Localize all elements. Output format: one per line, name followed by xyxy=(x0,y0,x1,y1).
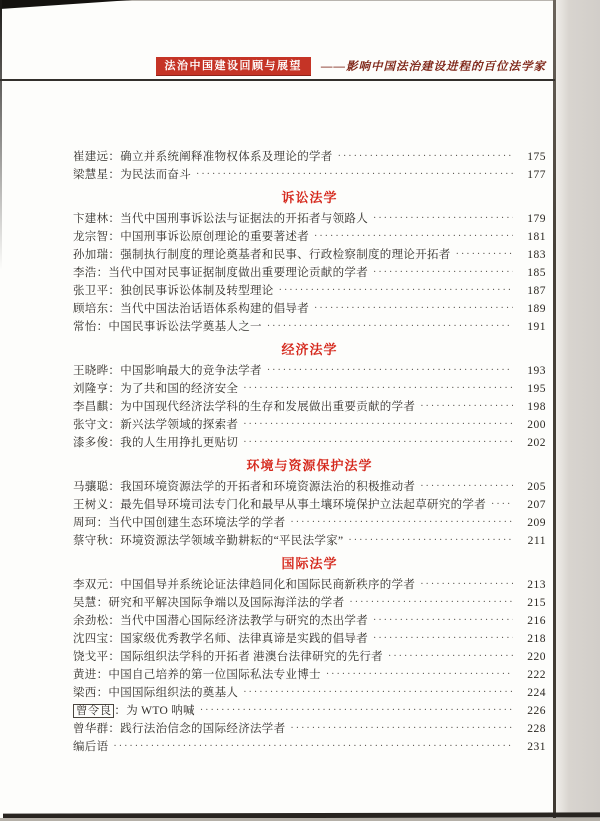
leader-dots xyxy=(290,513,513,532)
entry-title: 刘隆亨：为了共和国的经济安全 xyxy=(73,383,239,395)
leader-dots xyxy=(243,415,513,434)
entry-page: 195 xyxy=(527,383,546,395)
entry-page: 222 xyxy=(527,669,546,681)
toc-entry xyxy=(73,630,546,648)
toc-entry xyxy=(73,148,546,166)
toc-entry xyxy=(73,612,546,630)
leader-dots xyxy=(113,737,513,756)
toc-entry xyxy=(73,684,546,702)
boxed-name: 曾令良 xyxy=(73,704,114,718)
leader-dots xyxy=(338,147,513,166)
toc-entry xyxy=(73,496,546,514)
entry-page: 175 xyxy=(527,151,546,163)
entry-page: 207 xyxy=(527,499,546,511)
toc-entry xyxy=(73,738,546,756)
leader-dots xyxy=(420,477,513,496)
toc-entry xyxy=(73,416,546,434)
page-edge-right xyxy=(553,0,556,821)
leader-dots xyxy=(243,683,513,702)
leader-dots xyxy=(196,165,513,184)
entry-title: 张守文：新兴法学领域的探索者 xyxy=(73,419,239,431)
entry-page: 213 xyxy=(527,579,546,591)
entry-page: 211 xyxy=(527,535,546,547)
toc-entry xyxy=(73,478,546,496)
book-title-badge: 法治中国建设回顾与展望 xyxy=(156,57,312,75)
toc-entry xyxy=(73,648,546,666)
toc-entry xyxy=(73,532,546,550)
leader-dots xyxy=(420,575,513,594)
entry-page: 226 xyxy=(527,705,546,717)
scan-margin-right xyxy=(556,0,600,821)
toc-entry xyxy=(73,264,546,282)
toc-entry xyxy=(73,362,546,380)
entry-page: 215 xyxy=(527,597,546,609)
leader-dots xyxy=(243,379,513,398)
toc-entry xyxy=(73,300,546,318)
entry-page: 191 xyxy=(527,321,546,333)
leader-dots xyxy=(491,495,513,514)
entry-page: 187 xyxy=(527,285,546,297)
toc-entry xyxy=(73,720,546,738)
entry-page: 231 xyxy=(527,741,546,753)
leader-dots xyxy=(200,701,513,720)
toc-entry xyxy=(73,166,546,184)
entry-title: 编后语 xyxy=(73,741,109,753)
entry-page: 209 xyxy=(527,517,546,529)
entry-page: 205 xyxy=(527,481,546,493)
toc-entry xyxy=(73,246,546,264)
book-subtitle: ——影响中国法治建设进程的百位法学家 xyxy=(321,61,546,73)
toc-entry xyxy=(73,210,546,228)
section-heading: 国际法学 xyxy=(281,556,338,571)
entry-title: 李双元：中国倡导并系统论证法律趋同化和国际民商新秩序的学者 xyxy=(73,579,416,591)
section-heading: 诉讼法学 xyxy=(281,190,338,205)
entry-title: 漆多俊：我的人生用挣扎更贴切 xyxy=(73,437,239,449)
toc-entry xyxy=(73,318,546,336)
toc-entry xyxy=(73,380,546,398)
entry-title: 沈四宝：国家级优秀教学名师、法律真谛是实践的倡导者 xyxy=(73,633,368,645)
toc-entry xyxy=(73,702,546,720)
entry-title: 顾培东：当代中国法治话语体系构建的倡导者 xyxy=(73,303,309,315)
toc-entry xyxy=(73,434,546,452)
entry-title: 王树义：最先倡导环境司法专门化和最早从事土壤环境保护立法起草研究的学者 xyxy=(73,499,486,511)
entry-title: 龙宗智：中国刑事诉讼原创理论的重要著述者 xyxy=(73,231,309,243)
leader-dots xyxy=(388,647,513,666)
leader-dots xyxy=(456,245,513,264)
entry-title: 卞建林：当代中国刑事诉讼法与证据法的开拓者与领路人 xyxy=(73,213,368,225)
entry-title: 蔡守秋：环境资源法学领域辛勤耕耘的“平民法学家” xyxy=(73,535,344,547)
entry-title: 李浩：当代中国对民事证据制度做出重要理论贡献的学者 xyxy=(73,267,368,279)
entry-title: 常怡：中国民事诉讼法学奠基人之一 xyxy=(73,321,262,333)
section-heading: 环境与资源保护法学 xyxy=(246,458,373,473)
entry-page: 216 xyxy=(527,615,546,627)
entry-page: 177 xyxy=(527,169,546,181)
entry-title: 孙加瑞：强制执行制度的理论奠基者和民事、行政检察制度的理论开拓者 xyxy=(73,249,451,261)
entry-page: 183 xyxy=(527,249,546,261)
leader-dots xyxy=(267,361,513,380)
toc-entry xyxy=(73,594,546,612)
leader-dots xyxy=(314,299,513,318)
leader-dots xyxy=(348,531,513,550)
entry-title: 曾华群：践行法治信念的国际经济法学者 xyxy=(73,723,286,735)
entry-page: 181 xyxy=(527,231,546,243)
entry-title: 周珂：当代中国创建生态环境法学的学者 xyxy=(73,517,286,529)
leader-dots xyxy=(373,263,513,282)
entry-title: 马骧聪：我国环境资源法学的开拓者和环境资源法治的积极推动者 xyxy=(73,481,416,493)
leader-dots xyxy=(314,227,513,246)
leader-dots xyxy=(373,611,513,630)
leader-dots xyxy=(267,317,513,336)
toc-entry xyxy=(73,228,546,246)
leader-dots xyxy=(420,397,513,416)
entry-page: 228 xyxy=(527,723,546,735)
toc-entry xyxy=(73,398,546,416)
header-rule xyxy=(0,79,555,81)
leader-dots xyxy=(326,665,513,684)
leader-dots xyxy=(349,593,513,612)
entry-title: 梁慧星：为民法而奋斗 xyxy=(73,169,191,181)
scan-edge-left xyxy=(0,0,2,270)
entry-page: 220 xyxy=(527,651,546,663)
toc-entry xyxy=(73,514,546,532)
leader-dots xyxy=(279,281,513,300)
entry-page: 198 xyxy=(527,401,546,413)
section-heading: 经济法学 xyxy=(281,342,338,357)
entry-title: 曾令良 ：为 WTO 呐喊 xyxy=(73,702,195,720)
entry-page: 179 xyxy=(527,213,546,225)
entry-page: 218 xyxy=(527,633,546,645)
entry-title: 余劲松：当代中国潜心国际经济法教学与研究的杰出学者 xyxy=(73,615,368,627)
entry-page: 189 xyxy=(527,303,546,315)
entry-title: 梁西：中国国际组织法的奠基人 xyxy=(73,687,239,699)
entry-page: 200 xyxy=(527,419,546,431)
entry-title: 崔建远：确立并系统阐释准物权体系及理论的学者 xyxy=(73,151,333,163)
leader-dots xyxy=(373,209,513,228)
toc-entry xyxy=(73,666,546,684)
entry-title: 李昌麒：为中国现代经济法学科的生存和发展做出重要贡献的学者 xyxy=(73,401,416,413)
toc-entry xyxy=(73,576,546,594)
entry-title: 饶戈平：国际组织法学科的开拓者 港澳台法律研究的先行者 xyxy=(73,651,383,663)
leader-dots xyxy=(373,629,513,648)
entry-title: 吴慧：研究和平解决国际争端以及国际海洋法的学者 xyxy=(73,597,345,609)
leader-dots xyxy=(243,433,513,452)
entry-page: 202 xyxy=(527,437,546,449)
entry-page: 185 xyxy=(527,267,546,279)
running-head xyxy=(156,57,547,75)
toc xyxy=(73,148,546,756)
entry-page: 193 xyxy=(527,365,546,377)
entry-title: 黄进：中国自己培养的第一位国际私法专业博士 xyxy=(73,669,321,681)
leader-dots xyxy=(290,719,513,738)
entry-page: 224 xyxy=(527,687,546,699)
toc-entry xyxy=(73,282,546,300)
scan-shadow-top-left xyxy=(0,0,132,9)
entry-title: 王晓晔：中国影响最大的竞争法学者 xyxy=(73,365,262,377)
entry-title: 张卫平：独创民事诉讼体制及转型理论 xyxy=(73,285,274,297)
